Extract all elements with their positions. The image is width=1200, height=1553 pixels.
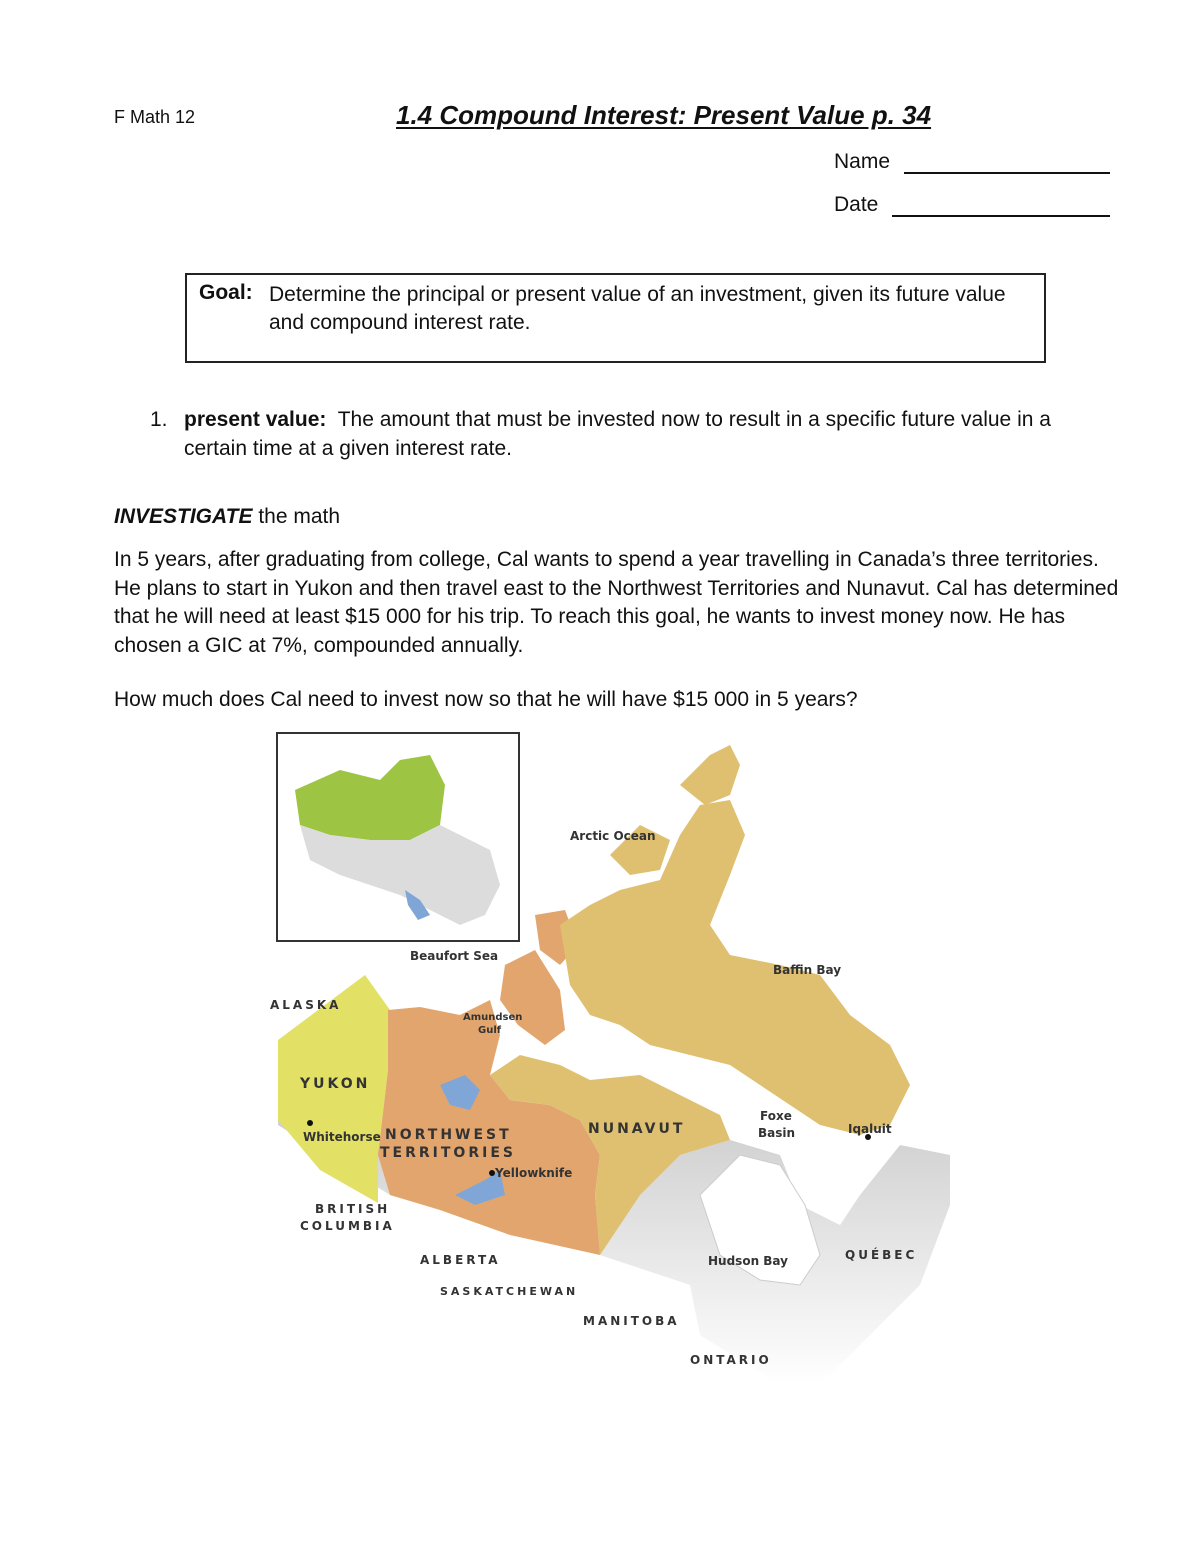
- problem-paragraph: In 5 years, after graduating from college, Cal wants to spend a year travelling in Canada’s three territories. He plans to start in Yukon and then travel east to the Northwest Territories and Nunavut. Cal has determined that he will need at least $15 000 for his trip. To reach this goal, he wants to invest money now. He has chosen a GIC at 7%, compounded annually.: [114, 548, 1119, 657]
- investigate-heading: [114, 505, 340, 529]
- name-label: Name: [834, 150, 891, 173]
- problem-question: How much does Cal need to invest now so that he will have $15 000 in 5 years?: [114, 688, 858, 711]
- goal-label: Goal:: [199, 281, 253, 304]
- label-hudson-bay: Hudson Bay: [708, 1254, 788, 1268]
- label-nwt-1: NORTHWEST: [385, 1127, 512, 1143]
- label-iqaluit: Iqaluit: [848, 1122, 892, 1136]
- label-alaska: ALASKA: [270, 998, 342, 1012]
- inset-map: [277, 733, 519, 941]
- label-bc-1: BRITISH: [315, 1202, 391, 1216]
- label-manitoba: MANITOBA: [583, 1314, 680, 1328]
- label-beaufort-sea: Beaufort Sea: [410, 949, 499, 963]
- label-yellowknife: Yellowknife: [495, 1166, 573, 1180]
- label-alberta: ALBERTA: [420, 1253, 501, 1267]
- label-nwt-2: TERRITORIES: [380, 1145, 516, 1161]
- nwt-island: [500, 950, 565, 1045]
- date-label: Date: [834, 193, 879, 216]
- whitehorse-dot: [307, 1120, 313, 1126]
- goal-text: Determine the principal or present value of an investment, given its future value and compound interest rate.: [269, 283, 1006, 334]
- date-field[interactable]: [834, 193, 1110, 217]
- course-label: F Math 12: [114, 107, 196, 127]
- name-field[interactable]: [834, 150, 1110, 174]
- label-whitehorse: Whitehorse: [303, 1130, 381, 1144]
- label-amundsen-2: Gulf: [478, 1025, 502, 1036]
- investigate-rest: the math: [258, 505, 341, 528]
- ellesmere: [680, 745, 740, 805]
- definition-number: 1.: [150, 408, 168, 431]
- label-quebec: QUÉBEC: [845, 1248, 918, 1262]
- definition-colon: :: [319, 408, 327, 431]
- investigate-bold: INVESTIGATE: [114, 505, 253, 528]
- page-title: 1.4 Compound Interest: Present Value p. 34: [396, 100, 932, 130]
- label-yukon: YUKON: [300, 1076, 371, 1092]
- label-saskatchewan: SASKATCHEWAN: [440, 1285, 579, 1298]
- definition-text: The amount that must be invested now to result in a specific future value in a certain time at a given interest rate.: [184, 408, 1051, 460]
- label-bc-2: COLUMBIA: [300, 1219, 395, 1233]
- label-foxe-1: Foxe: [760, 1109, 792, 1123]
- name-line[interactable]: [904, 150, 1110, 174]
- label-ontario: ONTARIO: [690, 1353, 772, 1367]
- goal-box: [185, 273, 1046, 363]
- canada-territories-map: [260, 725, 960, 1405]
- label-nunavut: NUNAVUT: [588, 1121, 686, 1137]
- date-line[interactable]: [892, 193, 1110, 217]
- label-foxe-2: Basin: [758, 1126, 796, 1140]
- label-arctic-ocean: Arctic Ocean: [570, 829, 656, 843]
- definition-term: present value: [184, 408, 320, 431]
- label-baffin-bay: Baffin Bay: [773, 963, 842, 977]
- label-amundsen-1: Amundsen: [463, 1012, 523, 1023]
